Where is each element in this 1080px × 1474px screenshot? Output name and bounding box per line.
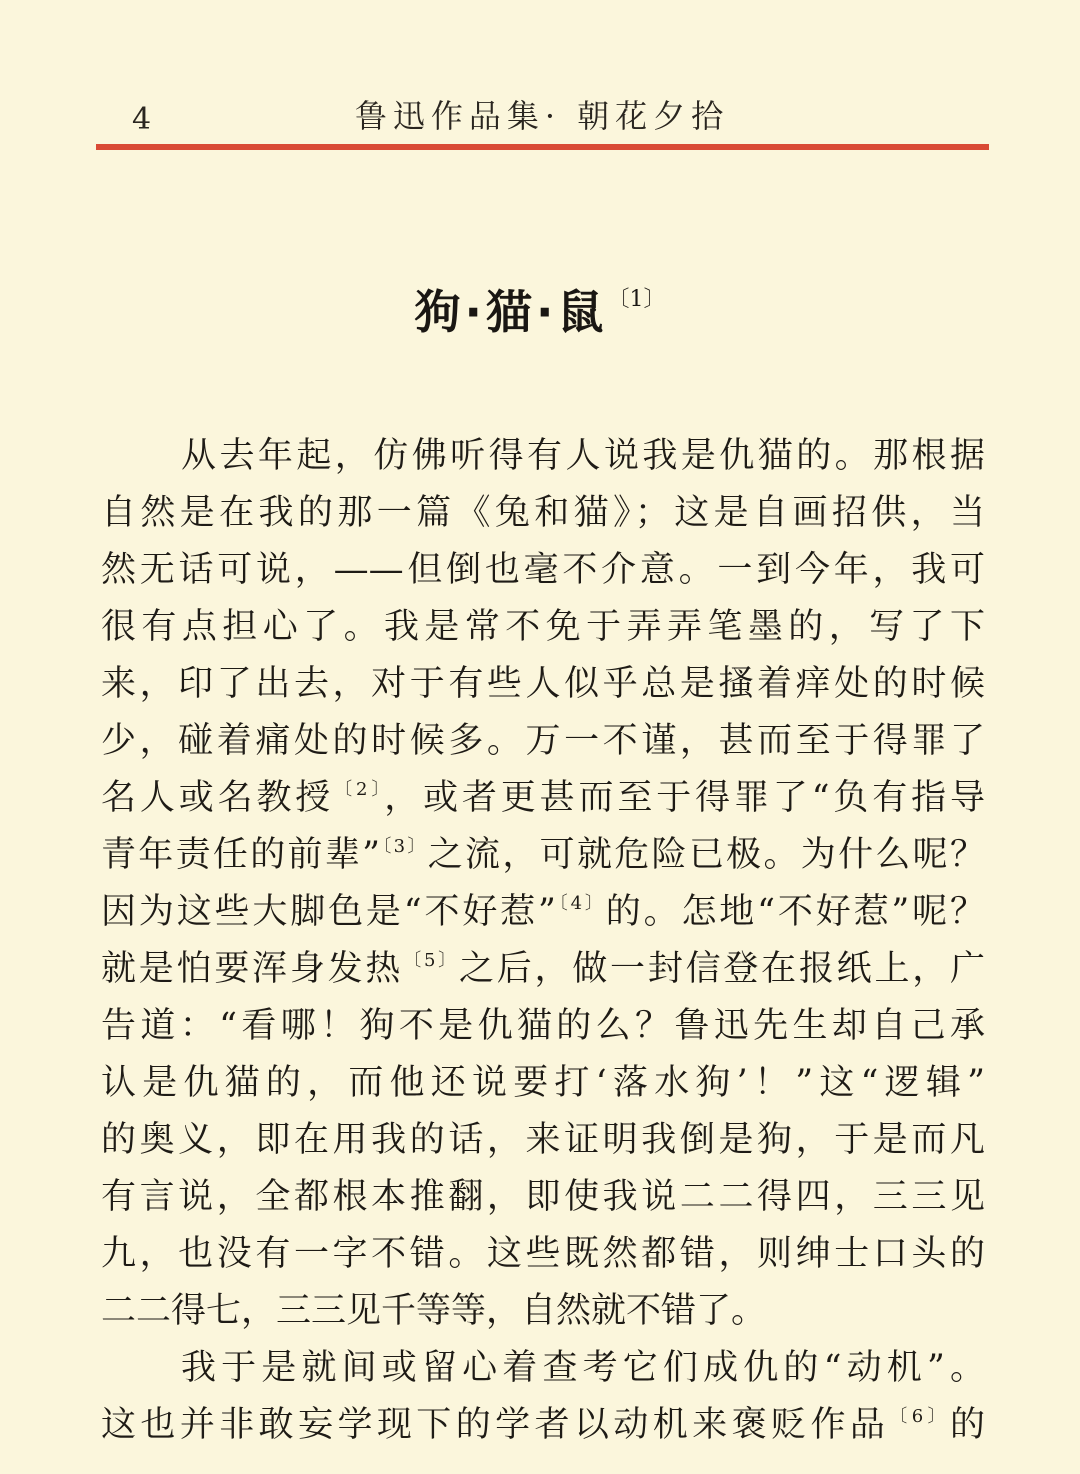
text-line — [101, 1055, 985, 1112]
text-segment: 名人或名教授 — [101, 778, 335, 818]
header-divider — [96, 144, 989, 150]
text-segment: 这也并非敢妄学现下的学者以动机来褒贬作品 — [101, 1405, 890, 1445]
text-segment: 自然是在我的那一篇《兔和猫》；这是自画招供，当 — [101, 493, 985, 533]
text-segment: 很有点担心了。我是常不免于弄弄笔墨的，写了下 — [101, 607, 985, 647]
running-title: 鲁迅作品集· 朝花夕拾 — [354, 97, 730, 135]
text-segment: 二二得七，三三见千等等，自然就不错了。 — [101, 1291, 767, 1331]
footnote-marker: 〔3〕 — [380, 836, 428, 857]
text-segment: 告道：“看哪！狗不是仇猫的么？鲁迅先生却自己承 — [101, 1006, 985, 1046]
footnote-marker: 〔1〕 — [607, 287, 666, 312]
text-line — [101, 1169, 985, 1226]
text-segment: 从去年起，仿佛听得有人说我是仇猫的。那根据 — [181, 436, 985, 476]
text-line — [101, 428, 985, 485]
text-line — [101, 1397, 985, 1454]
text-segment: 然无话可说，——但倒也毫不介意。一到今年，我可 — [101, 550, 985, 590]
text-line — [101, 827, 985, 884]
footnote-marker: 〔6〕 — [889, 1406, 950, 1427]
text-line — [101, 542, 985, 599]
text-line — [101, 1340, 985, 1397]
page-header — [96, 92, 988, 142]
text-line — [101, 713, 985, 770]
text-segment: ，或者更甚而至于得罪了“负有指导 — [384, 778, 985, 818]
text-segment: 之流，可就危险已极。为什么呢？ — [427, 835, 985, 875]
text-line — [101, 941, 985, 998]
text-segment: 有言说，全都根本推翻，即使我说二二得四，三三见 — [101, 1177, 985, 1217]
text-segment: 的 — [949, 1405, 985, 1445]
text-segment: 少，碰着痛处的时候多。万一不谨，甚而至于得罪了 — [101, 721, 985, 761]
text-segment: 就是怕要浑身发热 — [101, 949, 404, 989]
footnote-marker: 〔2〕 — [334, 779, 385, 800]
text-segment: 认是仇猫的，而他还说要打‘落水狗’！”这“逻辑” — [101, 1063, 985, 1103]
footnote-marker: 〔5〕 — [403, 950, 459, 971]
text-segment: 因为这些大脚色是“不好惹” — [101, 892, 556, 932]
footnote-marker: 〔4〕 — [555, 893, 606, 914]
text-segment: 九，也没有一字不错。这些既然都错，则绅士口头的 — [101, 1234, 985, 1274]
text-segment: 我于是就间或留心着查考它们成仇的“动机”。 — [181, 1348, 985, 1388]
text-line — [101, 1112, 985, 1169]
chapter-title-text: 狗·猫·鼠 — [414, 285, 608, 339]
body-text — [101, 428, 985, 1454]
text-segment: 青年责任的前辈” — [101, 835, 381, 875]
page-number: 4 — [132, 102, 152, 137]
chapter-title — [0, 268, 1080, 344]
text-line — [101, 656, 985, 713]
text-line — [101, 485, 985, 542]
text-line — [101, 770, 985, 827]
text-segment: 的奥义，即在用我的话，来证明我倒是狗，于是而凡 — [101, 1120, 985, 1160]
text-line — [101, 1283, 985, 1340]
text-segment: 来，印了出去，对于有些人似乎总是搔着痒处的时候 — [101, 664, 985, 704]
text-segment: 的。怎地“不好惹”呢？ — [605, 892, 985, 932]
text-line — [101, 884, 985, 941]
text-line — [101, 998, 985, 1055]
text-line — [101, 599, 985, 656]
text-line — [101, 1226, 985, 1283]
text-segment: 之后，做一封信登在报纸上，广 — [458, 949, 985, 989]
